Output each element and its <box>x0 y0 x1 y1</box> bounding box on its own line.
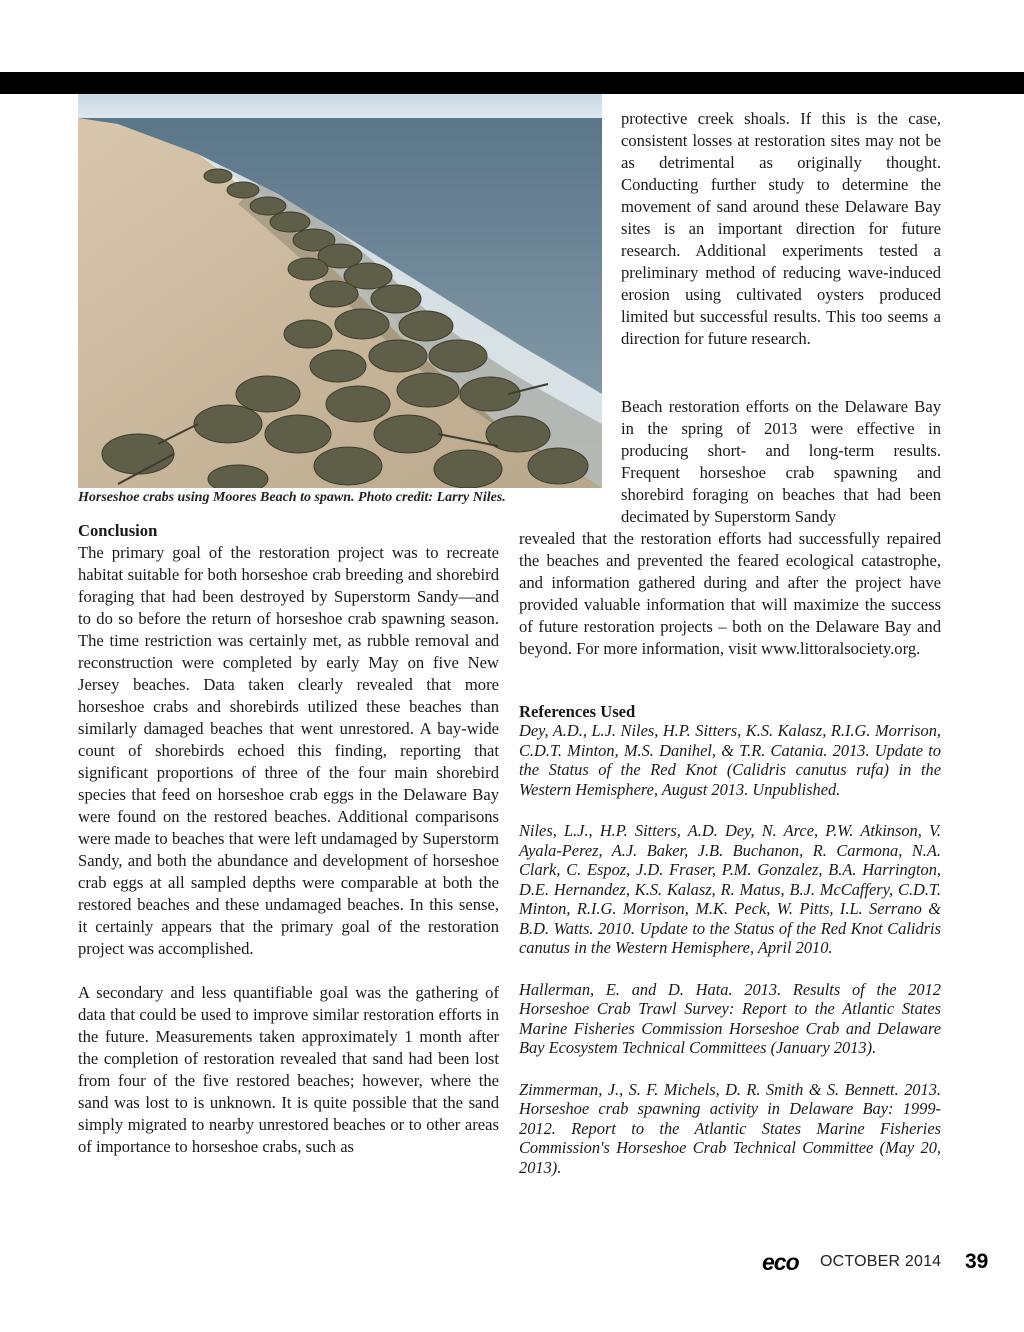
reference-item: Niles, L.J., H.P. Sitters, A.D. Dey, N. Arce, P.W. Atkinson, V. Ayala-Perez, A.J. Baker, J.B. Buchanon, R. Carmona, N.A. Clark, C. Espoz, J.D. Fraser, P.M. Gonzalez, B.A. Harrington, D.E. Hernandez, K.S. Kalasz, R. Matus, B.J. McCaffery, C.D.T. Minton, R.I.G. Morrison, M.K. Peck, W. Pitts, I.L. Serrano & B.D. Watts. 2010. Update to the Status of the Red Knot Calidris canutus in the Western Hemisphere, April 2010. <box>519 821 941 957</box>
paragraph-text: revealed that the restoration efforts had successfully repaired the beaches and prevented the feared ecological catastrophe, and information gathered during and after the project have provided valuable information that will maximize the success of future restoration projects – both on the Delaware Bay and beyond. For more information, visit www.littoralsociety.org. <box>519 529 941 658</box>
paragraph-text: protective creek shoals. If this is the case, consistent losses at restoration sites may not be as detrimental as originally thought. Conducting further study to determine the movement of sand around these Delaware Bay sites is an important direction for future research. Additional experiments tested a preliminary method of reducing wave-induced erosion using cultivated oysters produced limited but successful results. This too seems a direction for future research. <box>621 109 941 348</box>
page-footer <box>0 1249 1024 1275</box>
right-column-mid-paragraph-start <box>621 396 941 528</box>
right-column-top-paragraph <box>621 108 941 350</box>
right-column-mid-paragraph-end <box>519 528 941 660</box>
horseshoe-crab-photo <box>78 94 602 488</box>
reference-item: Dey, A.D., L.J. Niles, H.P. Sitters, K.S. Kalasz, R.I.G. Morrison, C.D.T. Minton, M.S. Danihel, & T.R. Catania. 2013. Update to the Status of the Red Knot (Calidris canutus rufa) in the Western Hemisphere, August 2013. Unpublished. <box>519 721 941 799</box>
page-number: 39 <box>965 1250 989 1273</box>
conclusion-paragraph-1: The primary goal of the restoration project was to recreate habitat suitable for both horseshoe crab breeding and shorebird foraging that had been destroyed by Superstorm Sandy—and to do so before the return of horseshoe crab spawning season. The time restriction was certainly met, as rubble removal and reconstruction were completed by early May on five New Jersey beaches. Data taken clearly revealed that more horseshoe crabs and shorebirds utilized these beaches than similarly damaged beaches that went unrestored. A bay-wide count of shorebirds echoed this finding, reporting that significant proportions of three of the four main shorebird species that feed on horseshoe crab eggs in the Delaware Bay were found on the restored beaches. Additional comparisons were made to beaches that were left undamaged by Superstorm Sandy, and both the abundance and development of horseshoe crab eggs at all sampled depths were comparable at both the restored beaches and these undamaged beaches. In this sense, it certainly appears that the primary goal of the restoration project was accomplished. <box>78 543 499 958</box>
top-black-bar <box>0 72 1024 94</box>
photo-caption: Horseshoe crabs using Moores Beach to spawn. Photo credit: Larry Niles. <box>78 490 506 505</box>
issue-date: OCTOBER 2014 <box>820 1253 942 1270</box>
paragraph-text: Beach restoration efforts on the Delaware Bay in the spring of 2013 were effective in producing short- and long-term results. Frequent horseshoe crab spawning and shorebird foraging on beaches that had been decimated by Superstorm Sandy <box>621 397 941 526</box>
references-section <box>519 702 941 1199</box>
conclusion-heading: Conclusion <box>78 521 158 540</box>
conclusion-paragraph-2: A secondary and less quantifiable goal was the gathering of data that could be used to improve similar restoration efforts in the future. Measurements taken approximately 1 month after the completion of restoration revealed that sand had been lost from four of the five restored beaches; however, where the sand was lost to is unknown. It is quite possible that the sand simply migrated to nearby unrestored beaches or to other areas of importance to horseshoe crabs, such as <box>78 983 499 1156</box>
conclusion-section <box>78 520 499 1158</box>
references-heading: References Used <box>519 702 636 721</box>
reference-item: Zimmerman, J., S. F. Michels, D. R. Smith & S. Bennett. 2013. Horseshoe crab spawning activity in Delaware Bay: 1999-2012. Report to the Atlantic States Marine Fisheries Commission's Horseshoe Crab Technical Committee (May 20, 2013). <box>519 1079 941 1177</box>
reference-item: Hallerman, E. and D. Hata. 2013. Results of the 2012 Horseshoe Crab Trawl Survey: Report to the Atlantic States Marine Fisheries Commission Horseshoe Crab and Delaware Bay Ecosystem Technical Committees (January 2013). <box>519 979 941 1057</box>
magazine-logo: eco <box>762 1249 799 1275</box>
